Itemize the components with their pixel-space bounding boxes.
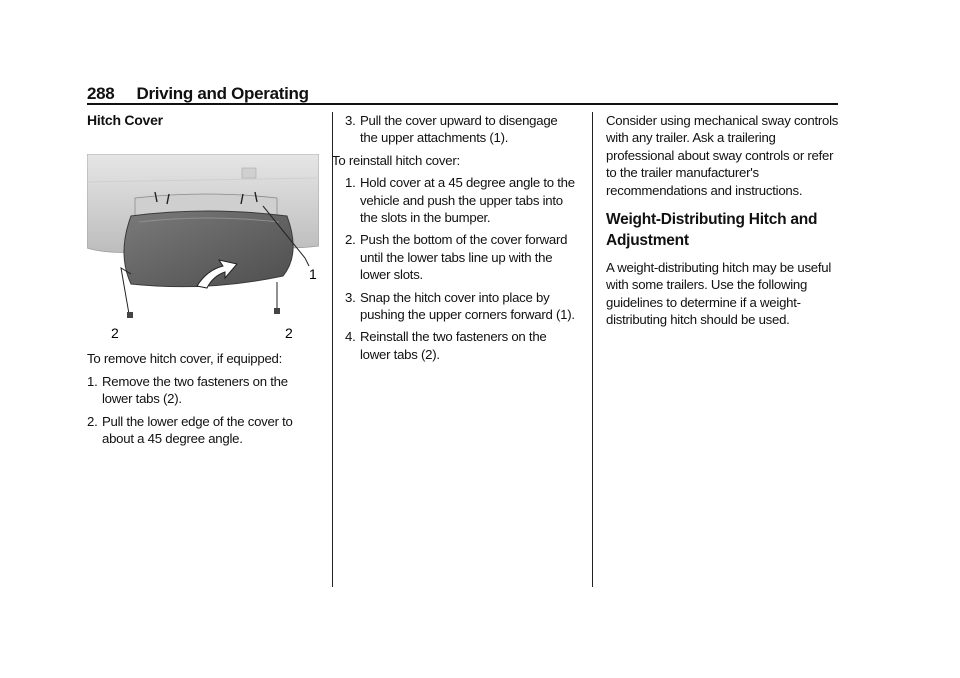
remove-steps-list bbox=[87, 373, 319, 448]
weight-distributing-paragraph: A weight-distributing hitch may be useful with some trailers. Use the following guidelines to determine if a weight-distributing hitch should be used. bbox=[606, 260, 832, 328]
hitch-cover-drawing bbox=[87, 154, 319, 344]
remove-intro: To remove hitch cover, if equipped: bbox=[87, 351, 283, 367]
list-item: 1. Remove the two fasteners on the lower tabs (2). bbox=[87, 373, 288, 407]
reinstall-steps-list bbox=[345, 174, 577, 363]
section-title: Driving and Operating bbox=[136, 84, 309, 103]
list-item: 2. Push the bottom of the cover forward until the lower tabs line up with the lower slots. bbox=[345, 232, 568, 283]
list-item: 2. Pull the lower edge of the cover to about a 45 degree angle. bbox=[87, 413, 293, 447]
list-item: 3. Pull the cover upward to disengage the upper attachments (1). bbox=[345, 113, 558, 146]
callout-2-left: 2 bbox=[111, 325, 119, 342]
hitch-cover-illustration bbox=[87, 154, 319, 344]
callout-1: 1 bbox=[309, 266, 317, 283]
header-rule bbox=[87, 103, 838, 105]
column-2 bbox=[332, 112, 577, 368]
reinstall-intro: To reinstall hitch cover: bbox=[332, 152, 460, 168]
page-number: 288 bbox=[87, 84, 115, 103]
callout-2-right: 2 bbox=[285, 325, 293, 342]
remove-steps-continued bbox=[345, 112, 577, 147]
column-3 bbox=[606, 112, 842, 334]
page-header bbox=[87, 84, 309, 104]
sway-control-paragraph: Consider using mechanical sway controls with any trailer. Ask a trailering professional about sway controls or refer to the trailer manufacturer's recommendations and instructions. bbox=[606, 113, 839, 198]
list-item: 4. Reinstall the two fasteners on the lower tabs (2). bbox=[345, 329, 547, 362]
column-divider-2 bbox=[592, 112, 593, 587]
list-item: 1. Hold cover at a 45 degree angle to the vehicle and push the upper tabs into the slots in the bumper. bbox=[345, 175, 575, 226]
column-1 bbox=[87, 112, 319, 452]
weight-distributing-heading: Weight-Distributing Hitch and Adjustment bbox=[606, 211, 818, 250]
hitch-cover-heading: Hitch Cover bbox=[87, 112, 163, 128]
list-item: 3. Snap the hitch cover into place by pushing the upper corners forward (1). bbox=[345, 289, 575, 323]
column-divider-1 bbox=[332, 112, 333, 587]
